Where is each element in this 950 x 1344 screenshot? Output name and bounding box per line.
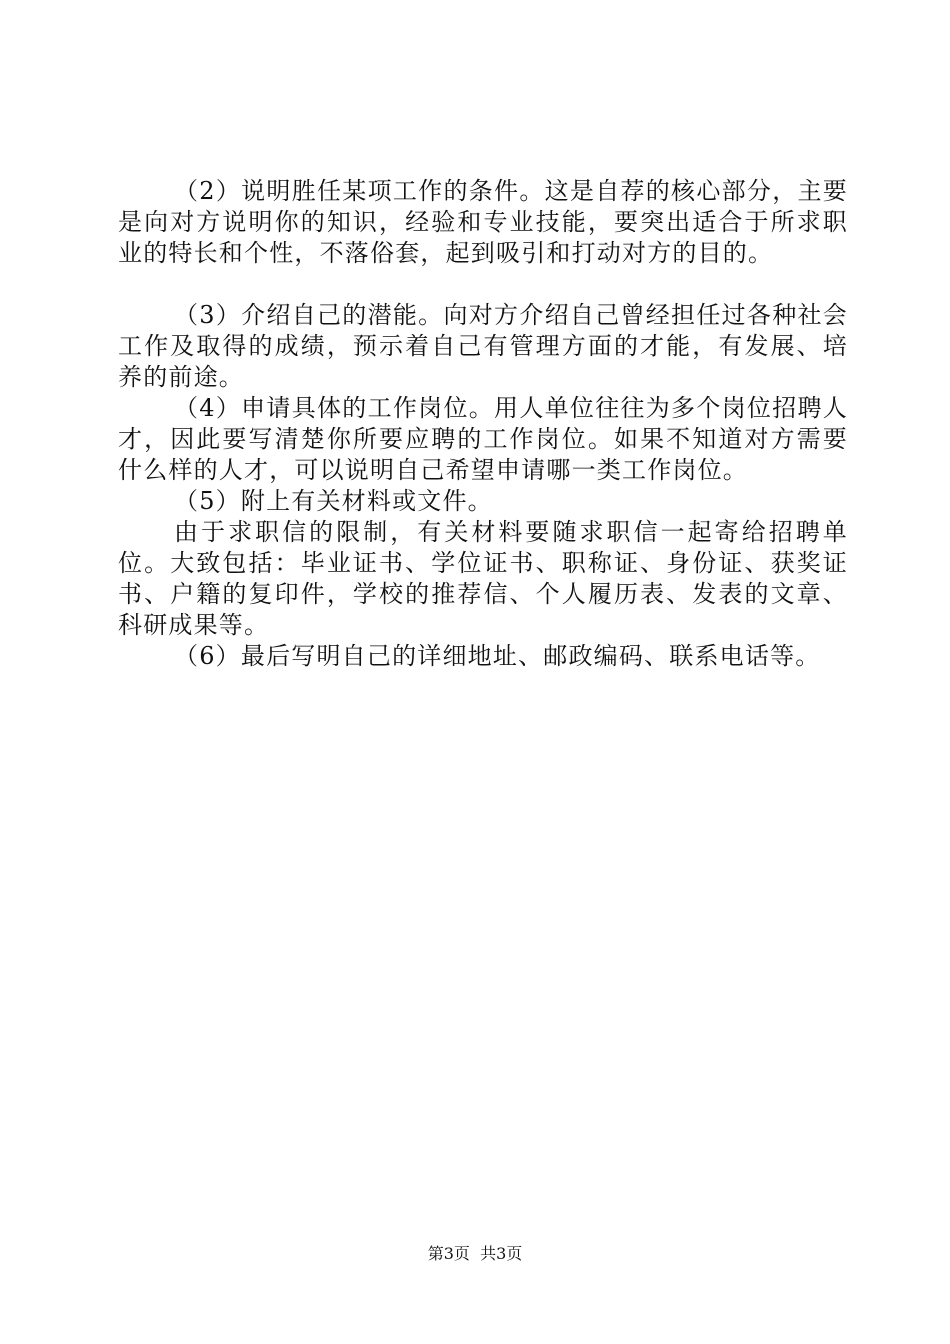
page-footer: [0, 1244, 950, 1264]
footer-separator: [470, 1244, 480, 1263]
paragraph-conditions: （2）说明胜任某项工作的条件。这是自荐的核心部分，主要是向对方说明你的知识，经验和专业技能，要突出适合于所求职业的特长和个性，不落俗套，起到吸引和打动对方的目的。: [118, 177, 848, 267]
page-total: 共3页: [480, 1244, 523, 1263]
paragraph-contact: （6）最后写明自己的详细地址、邮政编码、联系电话等。: [174, 642, 821, 670]
paragraph-attachments: （5）附上有关材料或文件。: [174, 487, 493, 515]
page-number: 第3页: [427, 1244, 470, 1263]
paragraph-position: （4）申请具体的工作岗位。用人单位往往为多个岗位招聘人才，因此要写清楚你所要应聘的工作岗位。如果不知道对方需要什么样的人才，可以说明自己希望申请哪一类工作岗位。: [118, 394, 848, 484]
paragraph-potential: （3）介绍自己的潜能。向对方介绍自己曾经担任过各种社会工作及取得的成绩，预示着自己有管理方面的才能，有发展、培养的前途。: [118, 301, 848, 391]
document-body: [118, 176, 848, 672]
paragraph-materials: 由于求职信的限制，有关材料要随求职信一起寄给招聘单位。大致包括：毕业证书、学位证书、职称证、身份证、获奖证书、户籍的复印件，学校的推荐信、个人履历表、发表的文章、科研成果等。: [118, 518, 848, 639]
